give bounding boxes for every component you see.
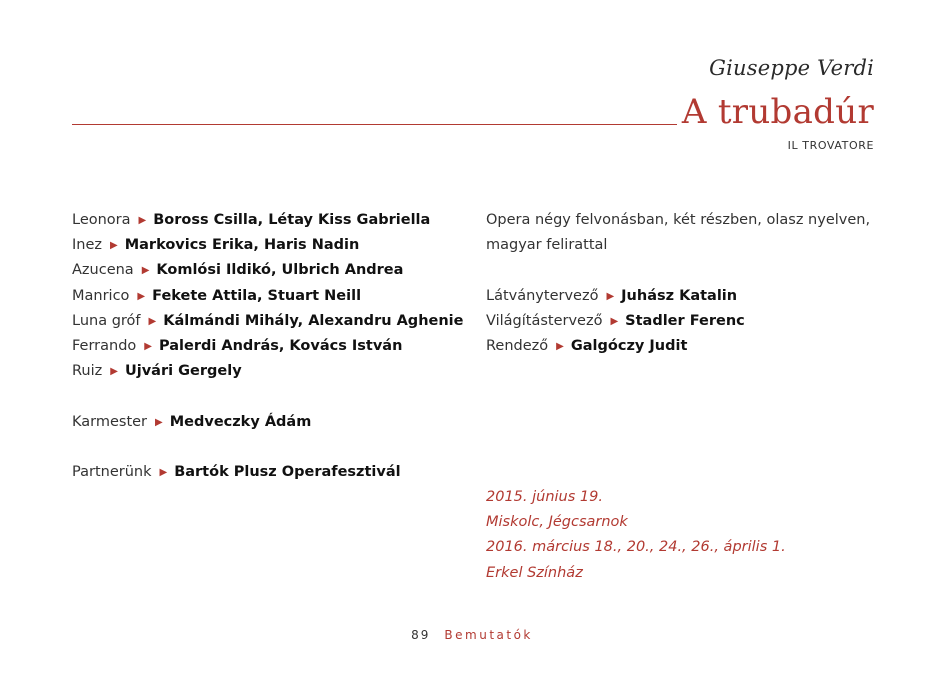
opera-original-title: IL TROVATORE [787, 139, 874, 152]
performer-names: Fekete Attila, Stuart Neill [152, 287, 362, 304]
opera-title: A trubadúr [681, 92, 874, 132]
title-rule [72, 124, 677, 125]
cast-column [72, 208, 472, 485]
performance-line: Erkel Színház [486, 564, 583, 581]
role-label: Ferrando [72, 337, 137, 354]
performance-line: 2015. június 19. [486, 489, 603, 506]
crew-name: Galgóczy Judit [570, 337, 688, 354]
arrow-icon: ▶ [137, 290, 146, 302]
conductor-row [72, 410, 472, 435]
arrow-icon: ▶ [144, 340, 152, 352]
crew-name: Juhász Katalin [621, 287, 738, 304]
performer-names: Ujvári Gergely [124, 363, 242, 380]
performance-line: Miskolc, Jégcsarnok [486, 514, 628, 531]
crew-name: Stadler Ferenc [625, 312, 745, 329]
role-label: Leonora [72, 212, 131, 228]
arrow-icon: ▶ [556, 340, 564, 352]
cast-row [72, 359, 472, 384]
crew-row [486, 334, 886, 359]
section-name: Bemutatók [444, 628, 533, 642]
role-label: Rendező [486, 337, 549, 354]
crew-row [486, 284, 886, 309]
role-label: Inez [72, 237, 102, 254]
arrow-icon: ▶ [148, 315, 157, 327]
cast-row [72, 309, 472, 334]
info-column [486, 208, 886, 586]
performer-names: Palerdi András, Kovács István [159, 337, 403, 354]
arrow-icon: ▶ [606, 290, 615, 302]
performance-line: 2016. március 18., 20., 24., 26., április 1. [486, 539, 786, 556]
arrow-icon: ▶ [155, 416, 163, 428]
performer-names: Kálmándi Mihály, Alexandru Aghenie [163, 312, 464, 329]
description-line: magyar felirattal [486, 237, 608, 254]
role-label: Partnerünk [72, 463, 152, 480]
role-label: Látványtervező [486, 287, 599, 304]
cast-row [72, 233, 472, 258]
cast-row [72, 334, 472, 359]
cast-row [72, 208, 472, 233]
arrow-icon: ▶ [110, 366, 118, 378]
composer-name: Giuseppe Verdi [709, 56, 874, 80]
description-line: Opera négy felvonásban, két részben, olasz nyelven, [486, 212, 871, 228]
arrow-icon: ▶ [141, 265, 150, 277]
role-label: Ruiz [72, 363, 103, 380]
performer-names: Medveczky Ádám [169, 413, 312, 430]
cast-row [72, 284, 472, 309]
performer-names: Boross Csilla, Létay Kiss Gabriella [153, 212, 431, 228]
partner-row [72, 460, 472, 485]
role-label: Luna gróf [72, 312, 141, 329]
role-label: Karmester [72, 413, 148, 430]
arrow-icon: ▶ [610, 315, 619, 327]
crew-row [486, 309, 886, 334]
performer-names: Komlósi Ildikó, Ulbrich Andrea [156, 262, 404, 279]
arrow-icon: ▶ [110, 240, 118, 252]
role-label: Világítástervező [486, 312, 603, 329]
cast-row [72, 258, 472, 283]
arrow-icon: ▶ [138, 215, 147, 226]
role-label: Azucena [72, 262, 134, 279]
page-number: 89 [411, 628, 431, 642]
partner-name: Bartók Plusz Operafesztivál [174, 463, 401, 480]
performer-names: Markovics Erika, Haris Nadin [124, 237, 360, 254]
role-label: Manrico [72, 287, 130, 304]
page-footer [0, 628, 944, 642]
arrow-icon: ▶ [159, 466, 168, 478]
